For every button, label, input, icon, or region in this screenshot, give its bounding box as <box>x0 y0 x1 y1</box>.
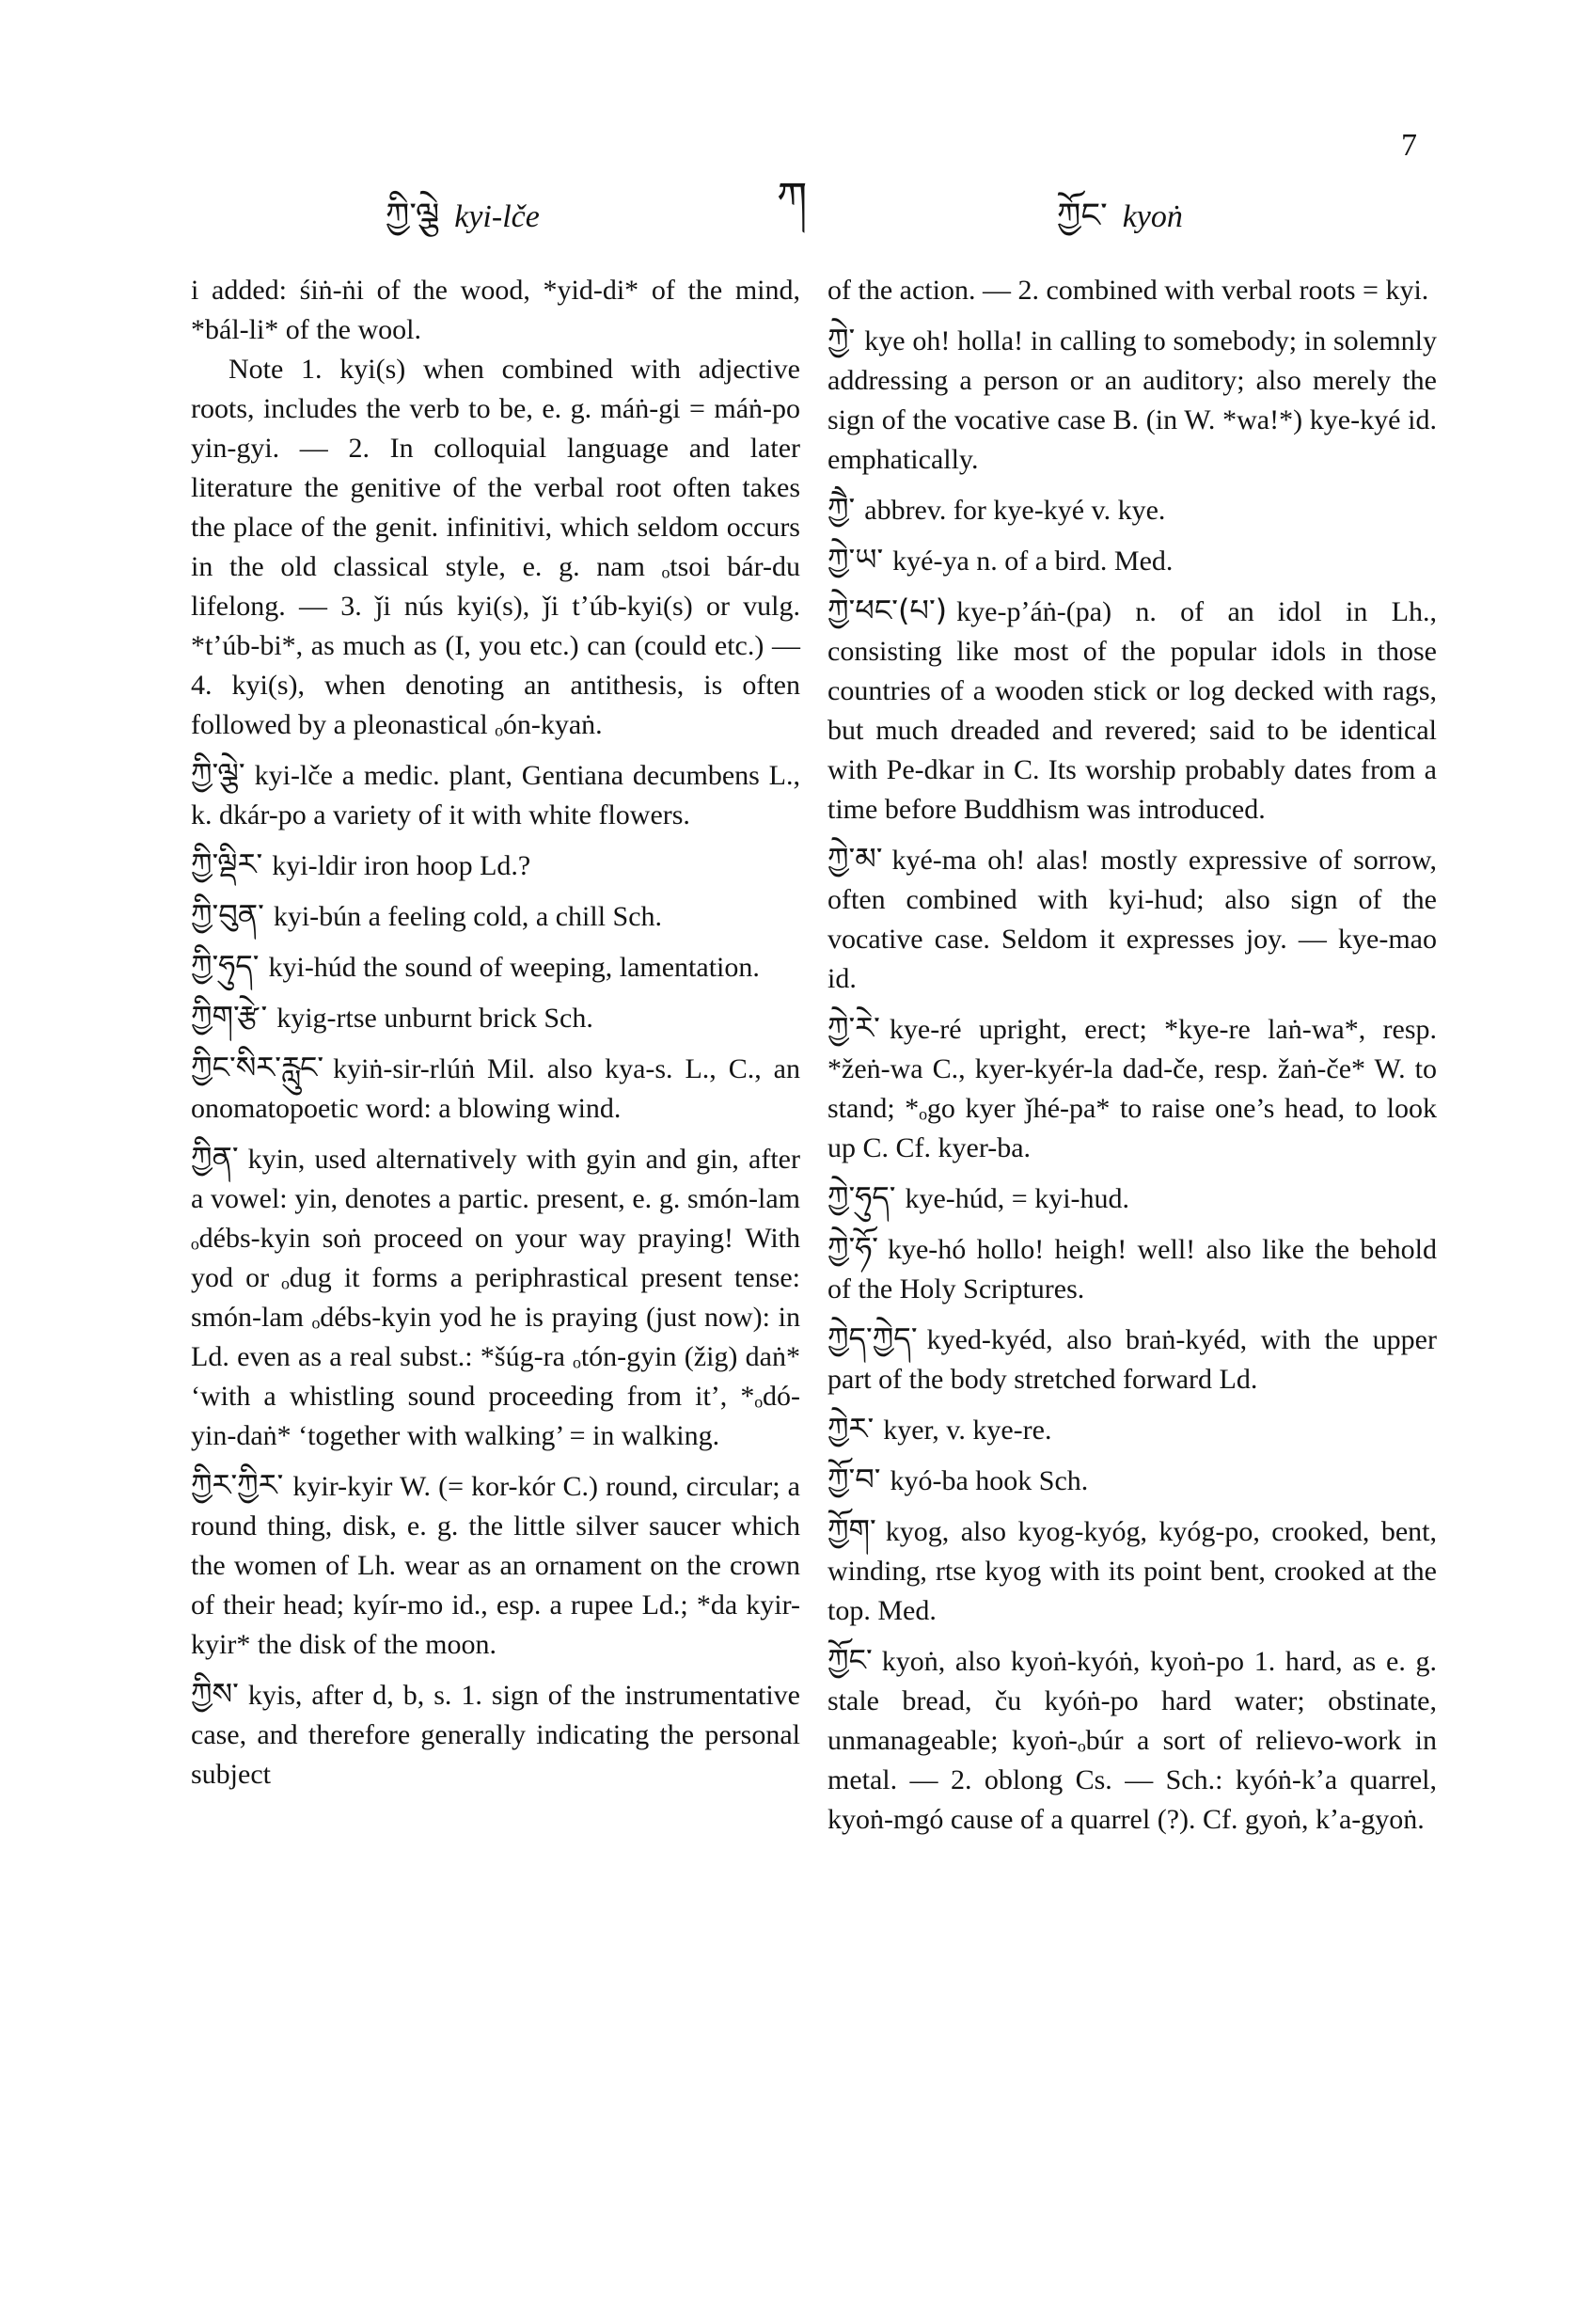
entry-text: kye-hó hollo! heigh! well! also like the behold of the Holy Scriptures. <box>827 1234 1437 1304</box>
tibetan-headword: ཀྱོ་བ་ <box>827 1462 881 1497</box>
entry-kyed-kyed <box>827 1319 1437 1399</box>
entry-text: kyi-bún a feeling cold, a chill Sch. <box>273 901 663 932</box>
tibetan-headword: ཀྱིག་རྩེ་ <box>191 999 268 1035</box>
entry-kye-hud <box>827 1178 1437 1219</box>
running-head-right <box>1057 177 1183 273</box>
entry-text: kyin, used alternatively with gyin and gin, after a vowel: yin, denotes a partic. present, e. g. smón-lam ₒdébs-kyin soṅ proceed on your way praying! With yod or ₒdug it forms a periphrastical present tense: smón-lam ₒdébs-kyin yod he is praying (just now): in Ld. even as a real subst.: *šúg-ra ₒtón-gyin (žig) daṅ* ‘with a whistling sound proceeding from it’, *ₒdó-yin-daṅ* ‘together with walking’ = in walking. <box>191 1144 800 1451</box>
entry-text: kyoṅ, also kyoṅ-kyóṅ, kyoṅ-po 1. hard, as e. g. stale bread, ču kyóṅ-po hard water; obstinate, unmanageable; kyoṅ-ₒbúr a sort of relievo-work in metal. — 2. oblong Cs. — Sch.: kyóṅ-kʼa quarrel, kyoṅ-mgó cause of a quarrel (?). Cf. gyoṅ, kʼa-gyoṅ. <box>827 1646 1437 1835</box>
entry-text: kyog, also kyog-kyóg, kyóg-po, crooked, bent, winding, rtse kyog with its point bent, crooked at the top. Med. <box>827 1516 1437 1626</box>
tibetan-headword: ཀྱེ་ཧུད་ <box>827 1179 896 1215</box>
running-head-left-tibetan: ཀྱི་ལྕེ <box>386 197 440 235</box>
entry-kyon <box>827 1640 1437 1840</box>
entry-kyer <box>827 1409 1437 1450</box>
entry-text: kye-pʼáṅ-(pa) n. of an idol in Lh., consisting like most of the popular idols in those countries of a wooden stick or log decked with rags, but much dreaded and revered; said to be identical with Pe-dkar in C. Its worship probably dates from a time before Buddhism was introduced. <box>827 596 1437 825</box>
tibetan-headword: ཀྱེ་མ་ <box>827 841 883 877</box>
entry-kyin-sir-rlun <box>191 1048 800 1129</box>
running-head-right-translit: kyoṅ <box>1122 199 1183 234</box>
entry-text: kyi-húd the sound of weeping, lamentation. <box>268 952 760 983</box>
entry-text: kyed-kyéd, also braṅ-kyéd, with the upper part of the body stretched forward Ld. <box>827 1324 1437 1395</box>
tibetan-headword: ཀྱེད་ཀྱེད་ <box>827 1320 918 1356</box>
entry-text: kyé-ma oh! alas! mostly expressive of sorrow, often combined with kyi-hud; also sign of the vocative case. Seldom it expresses joy. — kye-mao id. <box>827 845 1437 994</box>
entry-kyir-kyir <box>191 1465 800 1665</box>
tibetan-headword: ཀྱིས་ <box>191 1676 239 1712</box>
entry-text: kyi-lče a medic. plant, Gentiana decumbens L., k. dkár-po a variety of it with white flowers. <box>191 760 800 830</box>
running-head-left <box>386 177 540 273</box>
tibetan-headword: ཀྱིན་ <box>191 1140 239 1176</box>
tibetan-headword: ཀྱེ་ཧོ་ <box>827 1230 878 1266</box>
tibetan-headword: ཀྱེ་ཕང་(པ་) <box>827 593 948 628</box>
entry-kye-ma <box>827 839 1437 999</box>
note-paragraph: Note 1. kyi(s) when combined with adjective roots, includes the verb to be, e. g. máṅ-gi = máṅ-po yin-gyi. — 2. In colloquial language and later literature the genitive of the verbal root often takes the place of the genit. infinitivi, which seldom occurs in the old classical style, e. g. nam ₒtsoi bár-du lifelong. — 3. ǰi nús kyi(s), ǰi tʼúb-kyi(s) or vulg. *tʼúb-bi*, as much as (I, you etc.) can (could etc.) — 4. kyi(s), when denoting an antithesis, is often followed by a pleonastical ₒón-kyaṅ. <box>191 354 800 740</box>
entry-kyi-hud <box>191 946 800 988</box>
entry-kyog <box>827 1510 1437 1631</box>
entry-text: kyir-kyir W. (= kor-kór C.) round, circular; a round thing, disk, e. g. the little silver saucer which the women of Lh. wear as an ornament on the crown of their head; kyír-mo id., esp. a rupee Ld.; *da kyir-kyir* the disk of the moon. <box>191 1471 800 1660</box>
tibetan-headword: ཀྱོག་ <box>827 1512 876 1548</box>
entry-kye-ho <box>827 1228 1437 1309</box>
running-head-right-tibetan: ཀྱོང་ <box>1057 197 1108 235</box>
tibetan-headword: ཀྱེ་ <box>827 322 856 357</box>
entry-text: kyó-ba hook Sch. <box>890 1465 1089 1496</box>
entry-text: kye-ré upright, erect; *kye-re laṅ-wa*, resp. *žeṅ-wa C., kyer-kyér-la dad-če, resp. žaṅ-če* W. to stand; *ₒgo kyer ǰhé-pa* to raise one’s head, to look up C. Cf. kyer-ba. <box>827 1014 1437 1163</box>
entry-kyig-rtse <box>191 997 800 1038</box>
entry-kyi-lce <box>191 754 800 835</box>
entry-text: kyé-ya n. of a bird. Med. <box>892 545 1174 577</box>
entry-text: kyig-rtse unburnt brick Sch. <box>276 1003 593 1034</box>
entry-kyi-bun <box>191 895 800 937</box>
entry-text: kye oh! holla! in calling to somebody; in solemnly addressing a person or an auditory; also merely the sign of the vocative case B. (in W. *wa!*) kye-kyé id. emphatically. <box>827 325 1437 475</box>
right-column <box>827 271 1437 1840</box>
left-column <box>191 271 800 1794</box>
tibetan-headword: ཀྱེ་རེ་ <box>827 1010 880 1046</box>
entry-text: kyis, after d, b, s. 1. sign of the instrumentative case, and therefore generally indicating the personal subject <box>191 1680 800 1790</box>
entry-kye-pan-pa <box>827 591 1437 830</box>
entry-text: kye-húd, = kyi-hud. <box>905 1183 1130 1214</box>
entry-text: kyi-ldir iron hoop Ld.? <box>272 850 531 881</box>
entry-text: abbrev. for kye-kyé v. kye. <box>864 495 1166 526</box>
running-head-left-translit: kyi-lče <box>454 199 540 234</box>
tibetan-headword: ཀྱི་བུན་ <box>191 897 264 933</box>
continuation-paragraph: of the action. — 2. combined with verbal roots = kyi. <box>827 275 1429 306</box>
entry-kye-ya <box>827 540 1437 581</box>
entry-kyis <box>191 1674 800 1794</box>
entry-kye <box>827 320 1437 480</box>
tibetan-headword: ཀྱི་ལྡིར་ <box>191 846 263 882</box>
entry-kyo-ba <box>827 1460 1437 1501</box>
entry-kyi-ldir <box>191 845 800 886</box>
entry-kyai-abbrev <box>827 489 1437 530</box>
continuation-paragraph: i added: śiṅ-ṅi of the wood, *yid-di* of the mind, *bál-li* of the wool. <box>191 275 800 345</box>
tibetan-headword: ཀྱཻ་ <box>827 491 856 527</box>
tibetan-headword: ཀྱིང་སིར་རླུང་ <box>191 1050 324 1085</box>
entry-kye-re <box>827 1008 1437 1168</box>
entry-text: kyiṅ-sir-rlúṅ Mil. also kya-s. L., C., an onomatopoetic word: a blowing wind. <box>191 1053 800 1124</box>
tibetan-headword: ཀྱིར་ཀྱིར་ <box>191 1467 284 1503</box>
entry-text: kyer, v. kye-re. <box>883 1415 1052 1446</box>
entry-kyin <box>191 1138 800 1456</box>
page-number: 7 <box>1401 128 1417 163</box>
tibetan-headword: ཀྱེར་ <box>827 1411 875 1447</box>
tibetan-headword: ཀྱོང་ <box>827 1642 873 1678</box>
tibetan-headword: ཀྱི་ཧུད་ <box>191 948 260 984</box>
tibetan-headword: ཀྱི་ལྕེ་ <box>191 756 245 792</box>
tibetan-headword: ཀྱེ་ཡ་ <box>827 542 884 577</box>
header-letter: ཀ <box>777 172 808 223</box>
